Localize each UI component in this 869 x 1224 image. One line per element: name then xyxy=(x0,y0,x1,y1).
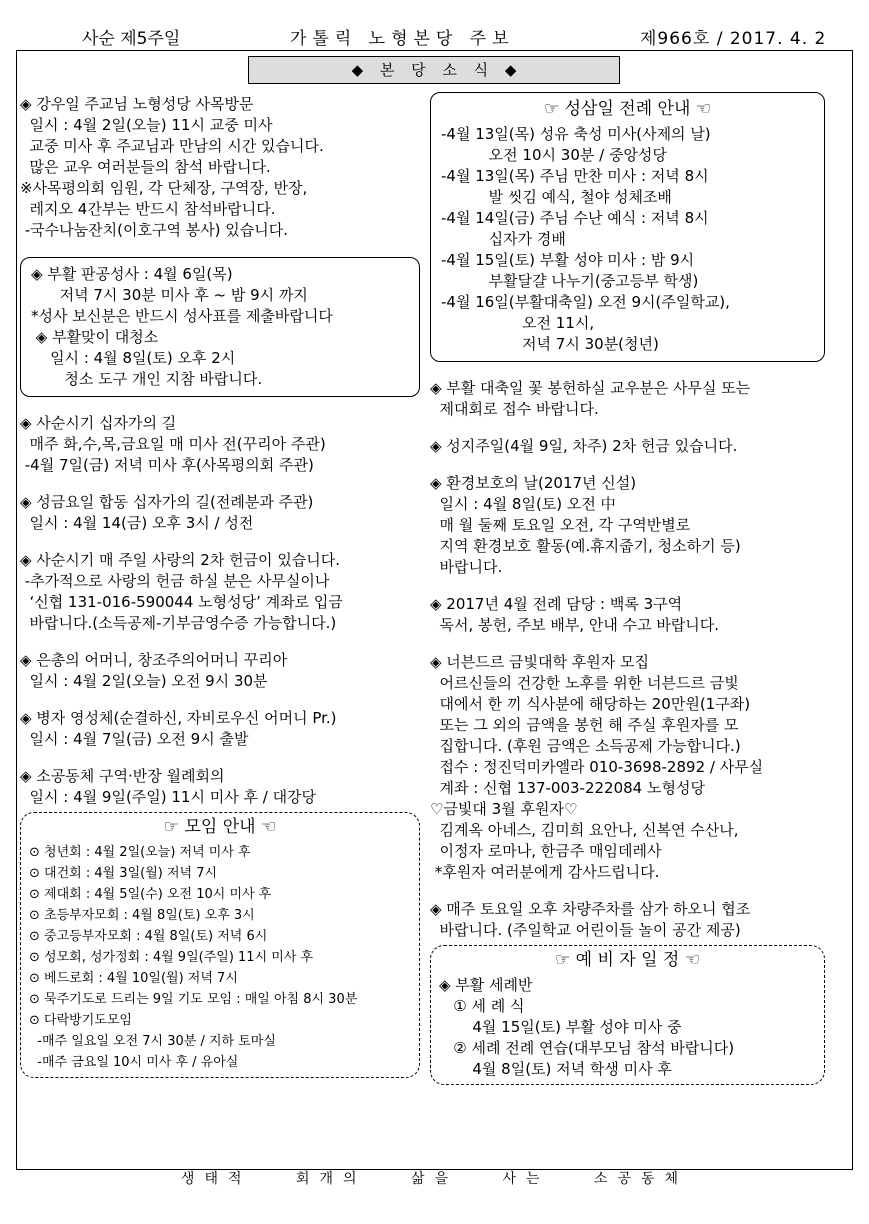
text-line: 발 씻김 예식, 철야 성체조배 xyxy=(441,188,672,206)
meeting-title: ☞ 모임 안내 ☜ xyxy=(163,817,277,837)
text-line: ⊙ 다락방기도모임 xyxy=(29,1013,132,1028)
text-line: ⊙ 제대회 : 4월 5일(수) 오전 10시 미사 후 xyxy=(29,887,272,902)
text-line: -4월 16일(부활대축일) 오전 9시(주일학교), xyxy=(441,293,730,311)
text-line: -매주 금요일 10시 미사 후 / 유아실 xyxy=(29,1055,239,1070)
news-block xyxy=(20,413,420,476)
text-line: 계좌 : 신협 137-003-222084 노형성당 xyxy=(430,779,705,797)
text-line: 일시 : 4월 14(금) 오후 3시 / 성전 xyxy=(20,514,254,532)
footer-slogan: 생태적 회개의 삶을 사는 소공동체 xyxy=(180,1171,689,1187)
text-line: ‘신협 131-016-590044 노형성당’ 계좌로 입금 xyxy=(20,593,343,611)
text-line: ◈ 너븐드르 금빛대학 후원자 모집 xyxy=(430,653,649,671)
text-line: 어르신들의 건강한 노후를 위한 너븐드르 금빛 xyxy=(430,674,739,692)
text-line: -4월 13일(목) 성유 축성 미사(사제의 날) xyxy=(441,125,711,143)
news-block xyxy=(430,473,825,578)
text-line: 많은 교우 여러분들의 참석 바랍니다. xyxy=(20,158,271,176)
text-line: 접수 : 정진덕미카엘라 010-3698-2892 / 사무실 xyxy=(430,758,764,776)
text-line: 지역 환경보호 활동(예.휴지줍기, 청소하기 등) xyxy=(430,537,741,555)
meeting-list xyxy=(29,842,411,1073)
text-line: ◈ 환경보호의 날(2017년 신설) xyxy=(430,474,637,492)
right-column xyxy=(430,92,825,1085)
news-block xyxy=(430,652,825,883)
text-line: 4월 15일(토) 부활 성야 미사 중 xyxy=(439,1018,682,1036)
text-line: 저녁 7시 30분 미사 후 ~ 밤 9시 까지 xyxy=(31,286,308,304)
news-block xyxy=(20,650,420,692)
text-line: -4월 15일(토) 부활 성야 미사 : 밤 9시 xyxy=(441,251,695,269)
text-line: ◈ 사순시기 십자가의 길 xyxy=(20,414,177,432)
catechumen-title: ☞ 예 비 자 일 정 ☜ xyxy=(554,950,700,970)
text-line: ◈ 사순시기 매 주일 사랑의 2차 헌금이 있습니다. xyxy=(20,551,341,569)
text-line: 일시 : 4월 2일(오늘) 오전 9시 30분 xyxy=(20,672,268,690)
text-line: 바랍니다.(소득공제-기부금영수증 가능합니다.) xyxy=(20,614,337,632)
text-line: 저녁 7시 30분(청년) xyxy=(441,335,659,353)
text-line: 바랍니다. xyxy=(430,558,503,576)
text-line: ◈ 은총의 어머니, 창조주의어머니 꾸리아 xyxy=(20,651,288,669)
text-line: ◈ 2017년 4월 전례 담당 : 백록 3구역 xyxy=(430,595,683,613)
confession-box xyxy=(20,257,420,397)
news-block xyxy=(20,94,420,241)
text-line: ◈ 성금요일 합동 십자가의 길(전례분과 주관) xyxy=(20,493,314,511)
text-line: 일시 : 4월 7일(금) 오전 9시 출발 xyxy=(20,730,249,748)
text-line: 제대회로 접수 바랍니다. xyxy=(430,400,599,418)
text-line: 매주 화,수,목,금요일 매 미사 전(꾸리아 주관) xyxy=(20,435,326,453)
text-line: 집합니다. (후원 금액은 소득공제 가능합니다.) xyxy=(430,737,741,755)
text-line: ※사목평의회 임원, 각 단체장, 구역장, 반장, xyxy=(20,179,308,197)
holy-week-title: ☞ 성삼일 전례 안내 ☜ xyxy=(543,99,712,119)
text-line: 독서, 봉헌, 주보 배부, 안내 수고 바랍니다. xyxy=(430,616,720,634)
text-line: 매 월 둘째 토요일 오전, 각 구역반별로 xyxy=(430,516,691,534)
text-line: -4월 13일(목) 주님 만찬 미사 : 저녁 8시 xyxy=(441,167,709,185)
meeting-box xyxy=(20,812,420,1078)
text-line: ◈ 매주 토요일 오후 차량주차를 삼가 하오니 협조 xyxy=(430,900,751,918)
text-line: 레지오 4간부는 반드시 참석바랍니다. xyxy=(20,200,276,218)
text-line: 또는 그 외의 금액을 봉헌 해 주실 후원자를 모 xyxy=(430,716,739,734)
text-line: ◈ 부활맞이 대청소 xyxy=(31,328,159,346)
text-line: ⊙ 청년회 : 4월 2일(오늘) 저녁 미사 후 xyxy=(29,845,251,860)
text-line: 대에서 한 끼 식사분에 해당하는 20만원(1구좌) xyxy=(430,695,751,713)
text-line: 4월 8일(토) 저녁 학생 미사 후 xyxy=(439,1060,672,1078)
text-line: *후원자 여러분에게 감사드립니다. xyxy=(430,863,660,881)
text-line: ⊙ 중고등부자모회 : 4월 8일(토) 저녁 6시 xyxy=(29,929,268,944)
news-block xyxy=(20,708,420,750)
text-line: 십자가 경배 xyxy=(441,230,566,248)
left-column xyxy=(20,94,420,1078)
text-line: ◈ 병자 영성체(순결하신, 자비로우신 어머니 Pr.) xyxy=(20,709,337,727)
text-line: ◈ 부활 판공성사 : 4월 6일(목) xyxy=(31,265,233,283)
text-line: ◈ 소공동체 구역·반장 월례회의 xyxy=(20,767,225,785)
news-block xyxy=(430,594,825,636)
text-line: 이정자 로마나, 한금주 매임데레사 xyxy=(430,842,662,860)
header-left: 사순 제5주일 xyxy=(82,29,181,49)
text-line: 부활달걀 나누기(중고등부 학생) xyxy=(441,272,699,290)
text-line: ◈ 성지주일(4월 9일, 차주) 2차 헌금 있습니다. xyxy=(430,437,738,455)
holy-week-list xyxy=(441,124,814,355)
text-line: ⊙ 베드로회 : 4월 10일(월) 저녁 7시 xyxy=(29,971,238,986)
text-line: 일시 : 4월 2일(오늘) 11시 교중 미사 xyxy=(20,116,273,134)
header-center: 가톨릭 노형본당 주보 xyxy=(290,29,515,49)
text-line: 일시 : 4월 8일(토) 오후 2시 xyxy=(31,349,236,367)
text-line: 바랍니다. (주일학교 어린이들 놀이 공간 제공) xyxy=(430,921,741,939)
text-line: ♡금빛대 3월 후원자♡ xyxy=(430,800,578,818)
text-line: -4월 7일(금) 저녁 미사 후(사목평의회 주관) xyxy=(20,456,314,474)
text-line: ⊙ 대건회 : 4월 3일(월) 저녁 7시 xyxy=(29,866,218,881)
text-line: ① 세 례 식 xyxy=(439,997,525,1015)
news-block xyxy=(20,550,420,634)
text-line: ⊙ 초등부자모회 : 4월 8일(토) 오후 3시 xyxy=(29,908,255,923)
text-line: ② 세례 전례 연습(대부모님 참석 바랍니다) xyxy=(439,1039,735,1057)
news-block xyxy=(430,899,825,941)
text-line: 청소 도구 개인 지참 바랍니다. xyxy=(31,370,263,388)
text-line: ◈ 부활 세례반 xyxy=(439,976,533,994)
text-line: -추가적으로 사랑의 헌금 하실 분은 사무실이나 xyxy=(20,572,330,590)
news-block xyxy=(430,378,825,420)
text-line: 일시 : 4월 9일(주일) 11시 미사 후 / 대강당 xyxy=(20,788,317,806)
text-line: *성사 보신분은 반드시 성사표를 제출바랍니다 xyxy=(31,307,333,325)
news-block xyxy=(20,766,420,808)
text-line: 김계옥 아네스, 김미희 요안나, 신복연 수산나, xyxy=(430,821,739,839)
news-block xyxy=(20,492,420,534)
text-line: ⊙ 묵주기도로 드리는 9일 기도 모임 : 매일 아침 8시 30분 xyxy=(29,992,358,1007)
header-right: 제966호 / 2017. 4. 2 xyxy=(640,29,827,49)
text-line: 오전 10시 30분 / 중앙성당 xyxy=(441,146,667,164)
text-line: 오전 11시, xyxy=(441,314,595,332)
text-line: 교중 미사 후 주교님과 만남의 시간 있습니다. xyxy=(20,137,324,155)
catechumen-box xyxy=(430,945,825,1085)
text-line: -국수나눔잔치(이호구역 봉사) 있습니다. xyxy=(20,221,289,239)
text-line: 일시 : 4월 8일(토) 오전 中 xyxy=(430,495,616,513)
text-line: ⊙ 성모회, 성가정회 : 4월 9일(주일) 11시 미사 후 xyxy=(29,950,314,965)
catechumen-list xyxy=(439,975,816,1080)
holy-week-box xyxy=(430,92,825,362)
text-line: ◈ 부활 대축일 꽃 봉헌하실 교우분은 사무실 또는 xyxy=(430,379,751,397)
page-title: ◆ 본 당 소 식 ◆ xyxy=(248,56,620,84)
news-block xyxy=(430,436,825,457)
text-line: -매주 일요일 오전 7시 30분 / 지하 토마실 xyxy=(29,1034,276,1049)
text-line: ◈ 강우일 주교님 노형성당 사목방문 xyxy=(20,95,254,113)
text-line: -4월 14일(금) 주님 수난 예식 : 저녁 8시 xyxy=(441,209,709,227)
